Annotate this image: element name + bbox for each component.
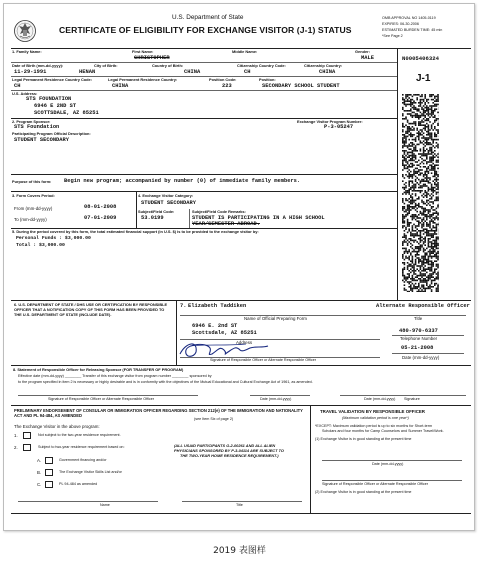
burden-time: ESTIMATED BURDEN TIME: 45 min bbox=[382, 28, 443, 32]
residence-value: CHINA bbox=[112, 83, 129, 89]
first-name-value: CHRISTOPHER bbox=[134, 55, 170, 61]
usaid-notice-line: (ALL USAID PARTICIPANTS G-2-00261 AND ALL ALIEN bbox=[174, 443, 276, 448]
official-date-label: Date (mm-dd-yyyy) bbox=[402, 355, 440, 360]
endorsement-title-label: Title bbox=[236, 503, 243, 507]
dob-value: 11-29-1991 bbox=[14, 69, 47, 75]
official-date: 05-21-2008 bbox=[401, 345, 434, 351]
program-number-label: Exchange Visitor Program Number: bbox=[297, 119, 363, 124]
omb-approval: OMB APPROVAL NO 1405-0119 bbox=[382, 16, 436, 20]
endorsement-name-label: Name bbox=[100, 503, 110, 507]
form-period-label: 3. Form Covers Period: bbox=[12, 193, 55, 198]
first-name-label: First Name: bbox=[132, 49, 154, 54]
to-date-label: To (mm-dd-yyyy) bbox=[14, 217, 47, 222]
barcode-icon bbox=[402, 94, 439, 292]
residence-code-value: CH bbox=[14, 83, 21, 89]
figure-caption: 2019 表图样 bbox=[213, 546, 266, 556]
us-address-line: SCOTTSDALE, AZ 85251 bbox=[34, 110, 99, 116]
department-name: U.S. Department of State bbox=[172, 14, 244, 21]
country-birth-value: CHINA bbox=[184, 69, 201, 75]
citizenship-value: CHINA bbox=[319, 69, 336, 75]
travel-except-note: Scholars and four months for Camp Counselors and Summer Travel/Work. bbox=[322, 429, 444, 433]
position-code-label: Position Code: bbox=[209, 77, 237, 82]
see-page-note: *See Page 2 bbox=[382, 34, 403, 38]
travel-item-2: (2) Exchange Visitor is in good standing at the present time bbox=[315, 490, 412, 494]
purpose-label: Purpose of this form: bbox=[12, 179, 52, 184]
gender-value: MALE bbox=[361, 55, 374, 61]
option-b-letter: B. bbox=[37, 470, 42, 475]
option-a-letter: A. bbox=[37, 458, 42, 463]
visitor-category-label: 4. Exchange Visitor Category: bbox=[138, 193, 194, 198]
endorsement-item-1: 1. bbox=[14, 433, 18, 438]
visitor-category-value: STUDENT SECONDARY bbox=[141, 200, 196, 206]
us-address-line: 6946 E 2ND ST bbox=[34, 103, 77, 109]
exchange-visitor-signature-label: Signature bbox=[404, 397, 420, 401]
citizenship-code-value: CH bbox=[244, 69, 251, 75]
dob-label: Date of Birth (mm-dd-yyyy): bbox=[12, 63, 64, 68]
funding-line: Personal Funds : $3,000.00 bbox=[16, 236, 91, 241]
endorsement-title: PRELIMINARY ENDORSEMENT OF CONSULAR OR IMMIGRATION OFFICER REGARDING SECTION 212(e) OF THE IMMIGRATION AND NATIONALITY ACT AND PL 94-484, AS AMENDED bbox=[14, 408, 303, 419]
transfer-line-2: to the program specified in item 2 is necessary or highly desirable and is in conformity with the objectives of the Mutual Educational and Cultural Exchange Act of 1961, as amended. bbox=[18, 380, 313, 384]
phone-label: Telephone Number bbox=[400, 336, 438, 341]
funding-line: Total : $3,000.00 bbox=[16, 243, 65, 248]
from-date-label: From (mm-dd-yyyy) bbox=[14, 206, 53, 211]
program-sponsor-label: 2. Program Sponsor: bbox=[12, 119, 51, 124]
position-code-value: 223 bbox=[222, 83, 232, 89]
to-date-value: 07-01-2009 bbox=[84, 215, 117, 221]
dos-certification-label: 6. U.S. DEPARTMENT OF STATE / DHS USE OR CERTIFICATION BY RESPONSIBLE OFFICER THAT A NOTIFICATION COPY OF THIS FORM HAS BEEN PROVIDED TO THE U.S. DEPARTMENT OF STATE (INCLUDE DATE). bbox=[14, 302, 168, 317]
ds2019-form bbox=[3, 3, 475, 531]
transfer-date-label: Date (mm-dd-yyyy) bbox=[260, 397, 292, 401]
subject-remarks-value: STUDENT IS PARTICIPATING IN A HIGH SCHOOL bbox=[192, 215, 325, 221]
option-a-checkbox[interactable] bbox=[45, 457, 53, 464]
official-title: Alternate Responsible Officer bbox=[376, 303, 470, 309]
city-birth-value: HENAN bbox=[79, 69, 96, 75]
endorsement-item-2: 2. bbox=[14, 445, 18, 450]
option-c-letter: C. bbox=[37, 482, 42, 487]
option-c-checkbox[interactable] bbox=[45, 481, 53, 488]
visa-class: J-1 bbox=[416, 73, 431, 84]
option-b-text: The Exchange Visitor Skills List and/or bbox=[59, 470, 122, 474]
transfer-line-1: Effective date (mm-dd-yyyy) ________ Transfer of this exchange visitor from program number ________ sponsored by bbox=[18, 374, 212, 378]
transfer-date-label-2: Date (mm-dd-yyyy) bbox=[364, 397, 396, 401]
preparing-official-name: Elizabeth Taddiken bbox=[188, 303, 247, 309]
option-b-checkbox[interactable] bbox=[45, 469, 53, 476]
official-address-label: Address bbox=[236, 340, 253, 345]
us-address-label: U.S. Address: bbox=[12, 91, 38, 96]
travel-signature-label: Signature of Responsible Officer or Alternate Responsible Officer bbox=[322, 482, 429, 486]
endorsement-opinion: The Exchange Visitor in the above program: bbox=[14, 424, 100, 429]
not-subject-checkbox[interactable] bbox=[23, 432, 31, 439]
official-description-value: STUDENT SECONDARY bbox=[14, 137, 69, 143]
country-birth-label: Country of Birth: bbox=[152, 63, 184, 68]
section-7-number: 7. bbox=[180, 303, 187, 309]
citizenship-code-label: Citizenship Country Code: bbox=[237, 63, 286, 68]
subject-code-label: Subject/Field Code: bbox=[138, 209, 175, 214]
subject-checkbox[interactable] bbox=[23, 444, 31, 451]
us-address-line: STS FOUNDATION bbox=[26, 96, 72, 102]
official-description-label: Participating Program Official Description: bbox=[12, 131, 91, 136]
from-date-value: 08-01-2008 bbox=[84, 204, 117, 210]
option-a-text: Government financing and/or bbox=[59, 458, 107, 462]
transfer-statement-label: 8. Statement of Responsible Officer for Releasing Sponsor (FOR TRANSFER OF PROGRAM) bbox=[13, 367, 184, 372]
travel-except-note: *EXCEPT: Maximum validation period is up to six months for Short-term bbox=[315, 424, 433, 428]
residence-label: Legal Permanent Residence Country: bbox=[108, 77, 178, 82]
gender-label: Gender: bbox=[355, 49, 370, 54]
travel-validation-title: TRAVEL VALIDATION BY RESPONSIBLE OFFICER bbox=[320, 409, 425, 414]
usaid-notice-line: PHYSICIANS SPONSORED BY P-3-04114 ARE SUBJECT TO bbox=[174, 448, 284, 453]
program-sponsor-value: STS Foundation bbox=[14, 124, 60, 130]
financial-support-label: 5. During the period covered by this form, the total estimated financial support (in U.S. $) is to be provided to the exchange visitor by: bbox=[12, 229, 259, 234]
position-label: Position: bbox=[259, 77, 276, 82]
subject-remarks-label: Subject/Field Code Remarks: bbox=[192, 209, 246, 214]
option-c-text: PL 94-484 as amended bbox=[59, 482, 98, 486]
endorsement-see-note: (see Item Six of page 2) bbox=[194, 417, 234, 421]
middle-name-label: Middle Name: bbox=[232, 49, 258, 54]
family-name-label: 1. Family Name: bbox=[12, 49, 42, 54]
travel-validation-subtitle: (Maximum validation period is one year*) bbox=[342, 416, 409, 420]
travel-item-1: (1) Exchange Visitor is in good standing at the present time bbox=[315, 437, 412, 441]
expiration-date: EXPIRES: 06-30-2006 bbox=[382, 22, 419, 26]
transfer-signature-label: Signature of Responsible Officer or Alternate Responsible Officer bbox=[48, 397, 155, 401]
city-birth-label: City of Birth: bbox=[94, 63, 118, 68]
citizenship-label: Citizenship Country: bbox=[304, 63, 343, 68]
subject-remarks-value: YEAR/SEMESTER ABROAD. bbox=[192, 221, 260, 227]
sevis-number: N0005406324 bbox=[402, 55, 439, 62]
purpose-value: Begin new program; accompanied by number (0) of immediate family members. bbox=[64, 178, 301, 184]
form-title: CERTIFICATE OF ELIGIBILITY FOR EXCHANGE VISITOR (J-1) STATUS bbox=[59, 25, 352, 35]
official-name-label: Name of Official Preparing Form bbox=[244, 316, 307, 321]
subject-text: Subject to two-year residence requirement based on: bbox=[38, 445, 125, 449]
official-phone: 480-970-6337 bbox=[399, 328, 438, 334]
program-number-value: P-3-05247 bbox=[324, 124, 354, 130]
us-state-department-seal-icon bbox=[14, 19, 36, 43]
position-value: SECONDARY SCHOOL STUDENT bbox=[262, 83, 340, 89]
official-signature-label: Signature of Responsible Officer or Alternate Responsible Officer bbox=[210, 358, 317, 362]
official-address-line: Scottsdale, AZ 85251 bbox=[192, 330, 257, 336]
travel-date-label: Date (mm-dd-yyyy) bbox=[372, 462, 404, 466]
usaid-notice-line: THE TWO-YEAR HOME RESIDENCE REQUIREMENT.) bbox=[180, 453, 279, 458]
subject-code-value: 53.0199 bbox=[141, 215, 164, 221]
not-subject-text: Not subject to the two-year residence requirement. bbox=[38, 433, 121, 437]
official-title-label: Title bbox=[414, 316, 423, 321]
official-address-line: 6946 E. 2nd ST bbox=[192, 323, 238, 329]
residence-code-label: Legal Permanent Residence Country Code: bbox=[12, 77, 92, 82]
